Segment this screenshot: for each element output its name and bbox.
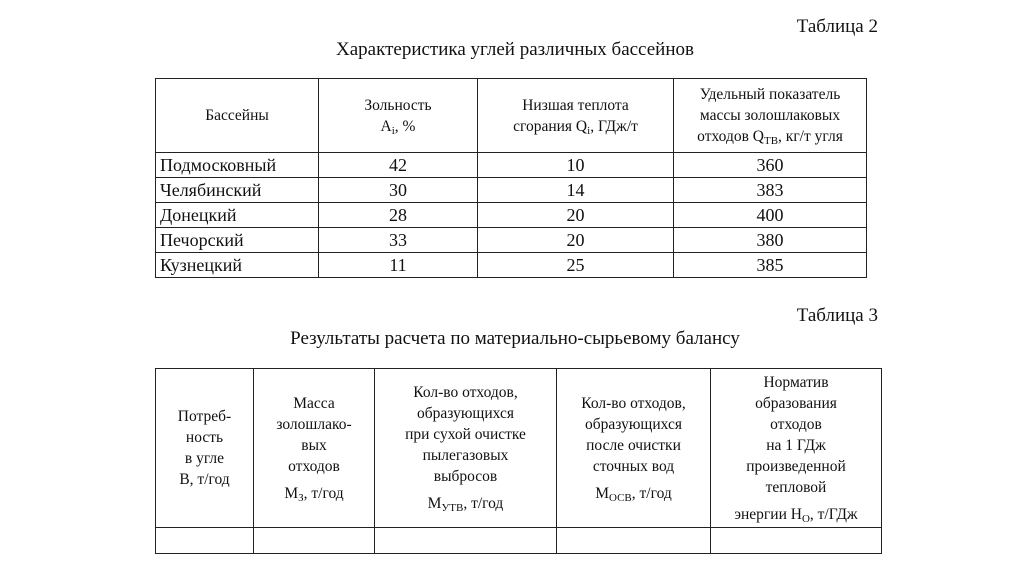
header-basin: Бассейны [156, 79, 319, 153]
cell-specific-waste: 380 [674, 228, 867, 253]
table-row [156, 228, 867, 253]
cell-heat: 25 [478, 253, 674, 278]
cell-specific-waste: 383 [674, 178, 867, 203]
empty-row [156, 528, 882, 554]
header-line: после очистки [586, 436, 681, 454]
header-heat: Низшая теплота сгорания $Q_i$, ГДж/т [478, 79, 674, 153]
header-wastewater-waste: Кол-во отходов, образующихся после очистки сточных вод $M_{ОСВ}$, т/год [557, 369, 711, 528]
header-line: образования [755, 394, 837, 412]
cell-heat: 10 [478, 153, 674, 178]
table-header-row [156, 369, 882, 528]
cell-specific-waste: 400 [674, 203, 867, 228]
cell-basin: Печорский [156, 228, 319, 253]
cell-ash: 28 [319, 203, 478, 228]
header-coal-demand [156, 369, 254, 528]
empty-cell [254, 528, 375, 554]
header-line: пылегазовых [422, 447, 509, 464]
cell-basin: Челябинский [156, 178, 319, 203]
cell-specific-waste: 360 [674, 153, 867, 178]
header-line: образующихся [417, 405, 514, 422]
header-line: сточных вод [592, 457, 675, 475]
header-line: Потреб- [177, 408, 232, 425]
header-line: Норматив [763, 373, 829, 391]
table3-label: Таблица 3 [796, 305, 878, 326]
header-waste-norm: Норматив образования отходов на 1 ГДж произведенной тепловой энергии $H_О$, т/ГДж [711, 369, 882, 528]
header-line: на 1 ГДж [766, 436, 826, 454]
cell-specific-waste: 385 [674, 253, 867, 278]
header-line: выбросов [433, 468, 498, 485]
balance-results-table [155, 368, 882, 554]
table3-title: Результаты расчета по материально-сырьевому балансу [290, 328, 740, 349]
header-line: при сухой очистке [405, 426, 526, 443]
table2-title: Характеристика углей различных бассейнов [336, 39, 694, 60]
empty-cell [156, 528, 254, 554]
table-row [156, 178, 867, 203]
empty-cell [375, 528, 557, 554]
header-line: ность [185, 429, 224, 446]
header-line: в угле [184, 450, 225, 467]
header-dry-cleaning-waste: Кол-во отходов, образующихся при сухой очистке пылегазовых выбросов $M_{УТВ}$, т/год [375, 369, 557, 528]
header-line: произведенной [746, 457, 846, 475]
cell-heat: 20 [478, 203, 674, 228]
header-ash-slag-mass: Масса золошлако- вых отходов $M_З$, т/год [254, 369, 375, 528]
header-line: отходов [770, 415, 822, 433]
header-line: Кол-во отходов, [581, 394, 686, 412]
header-line: образующихся [585, 415, 682, 433]
table-header-row [156, 79, 867, 153]
empty-cell [557, 528, 711, 554]
header-line: отходов [288, 457, 340, 475]
cell-heat: 14 [478, 178, 674, 203]
header-line: Кол-во отходов, [413, 384, 518, 401]
cell-ash: 30 [319, 178, 478, 203]
cell-basin: Донецкий [156, 203, 319, 228]
cell-ash: 42 [319, 153, 478, 178]
table-row [156, 253, 867, 278]
table-row [156, 203, 867, 228]
header-ash: Зольность $A_i$, % [319, 79, 478, 153]
cell-ash: 33 [319, 228, 478, 253]
cell-ash: 11 [319, 253, 478, 278]
empty-cell [711, 528, 882, 554]
cell-basin: Подмосковный [156, 153, 319, 178]
header-line: B, т/год [179, 471, 230, 488]
header-line: вых [301, 436, 327, 454]
header-specific-waste: Удельный показатель массы золошлаковых отходов $Q_{ТВ}$, кг/т угля [674, 79, 867, 153]
table2-label: Таблица 2 [796, 16, 878, 37]
cell-basin: Кузнецкий [156, 253, 319, 278]
header-line: Масса [293, 394, 335, 412]
header-line: золошлако- [276, 415, 352, 433]
header-line: тепловой [765, 478, 827, 496]
coal-characteristics-table [155, 78, 867, 278]
table-row [156, 153, 867, 178]
cell-heat: 20 [478, 228, 674, 253]
